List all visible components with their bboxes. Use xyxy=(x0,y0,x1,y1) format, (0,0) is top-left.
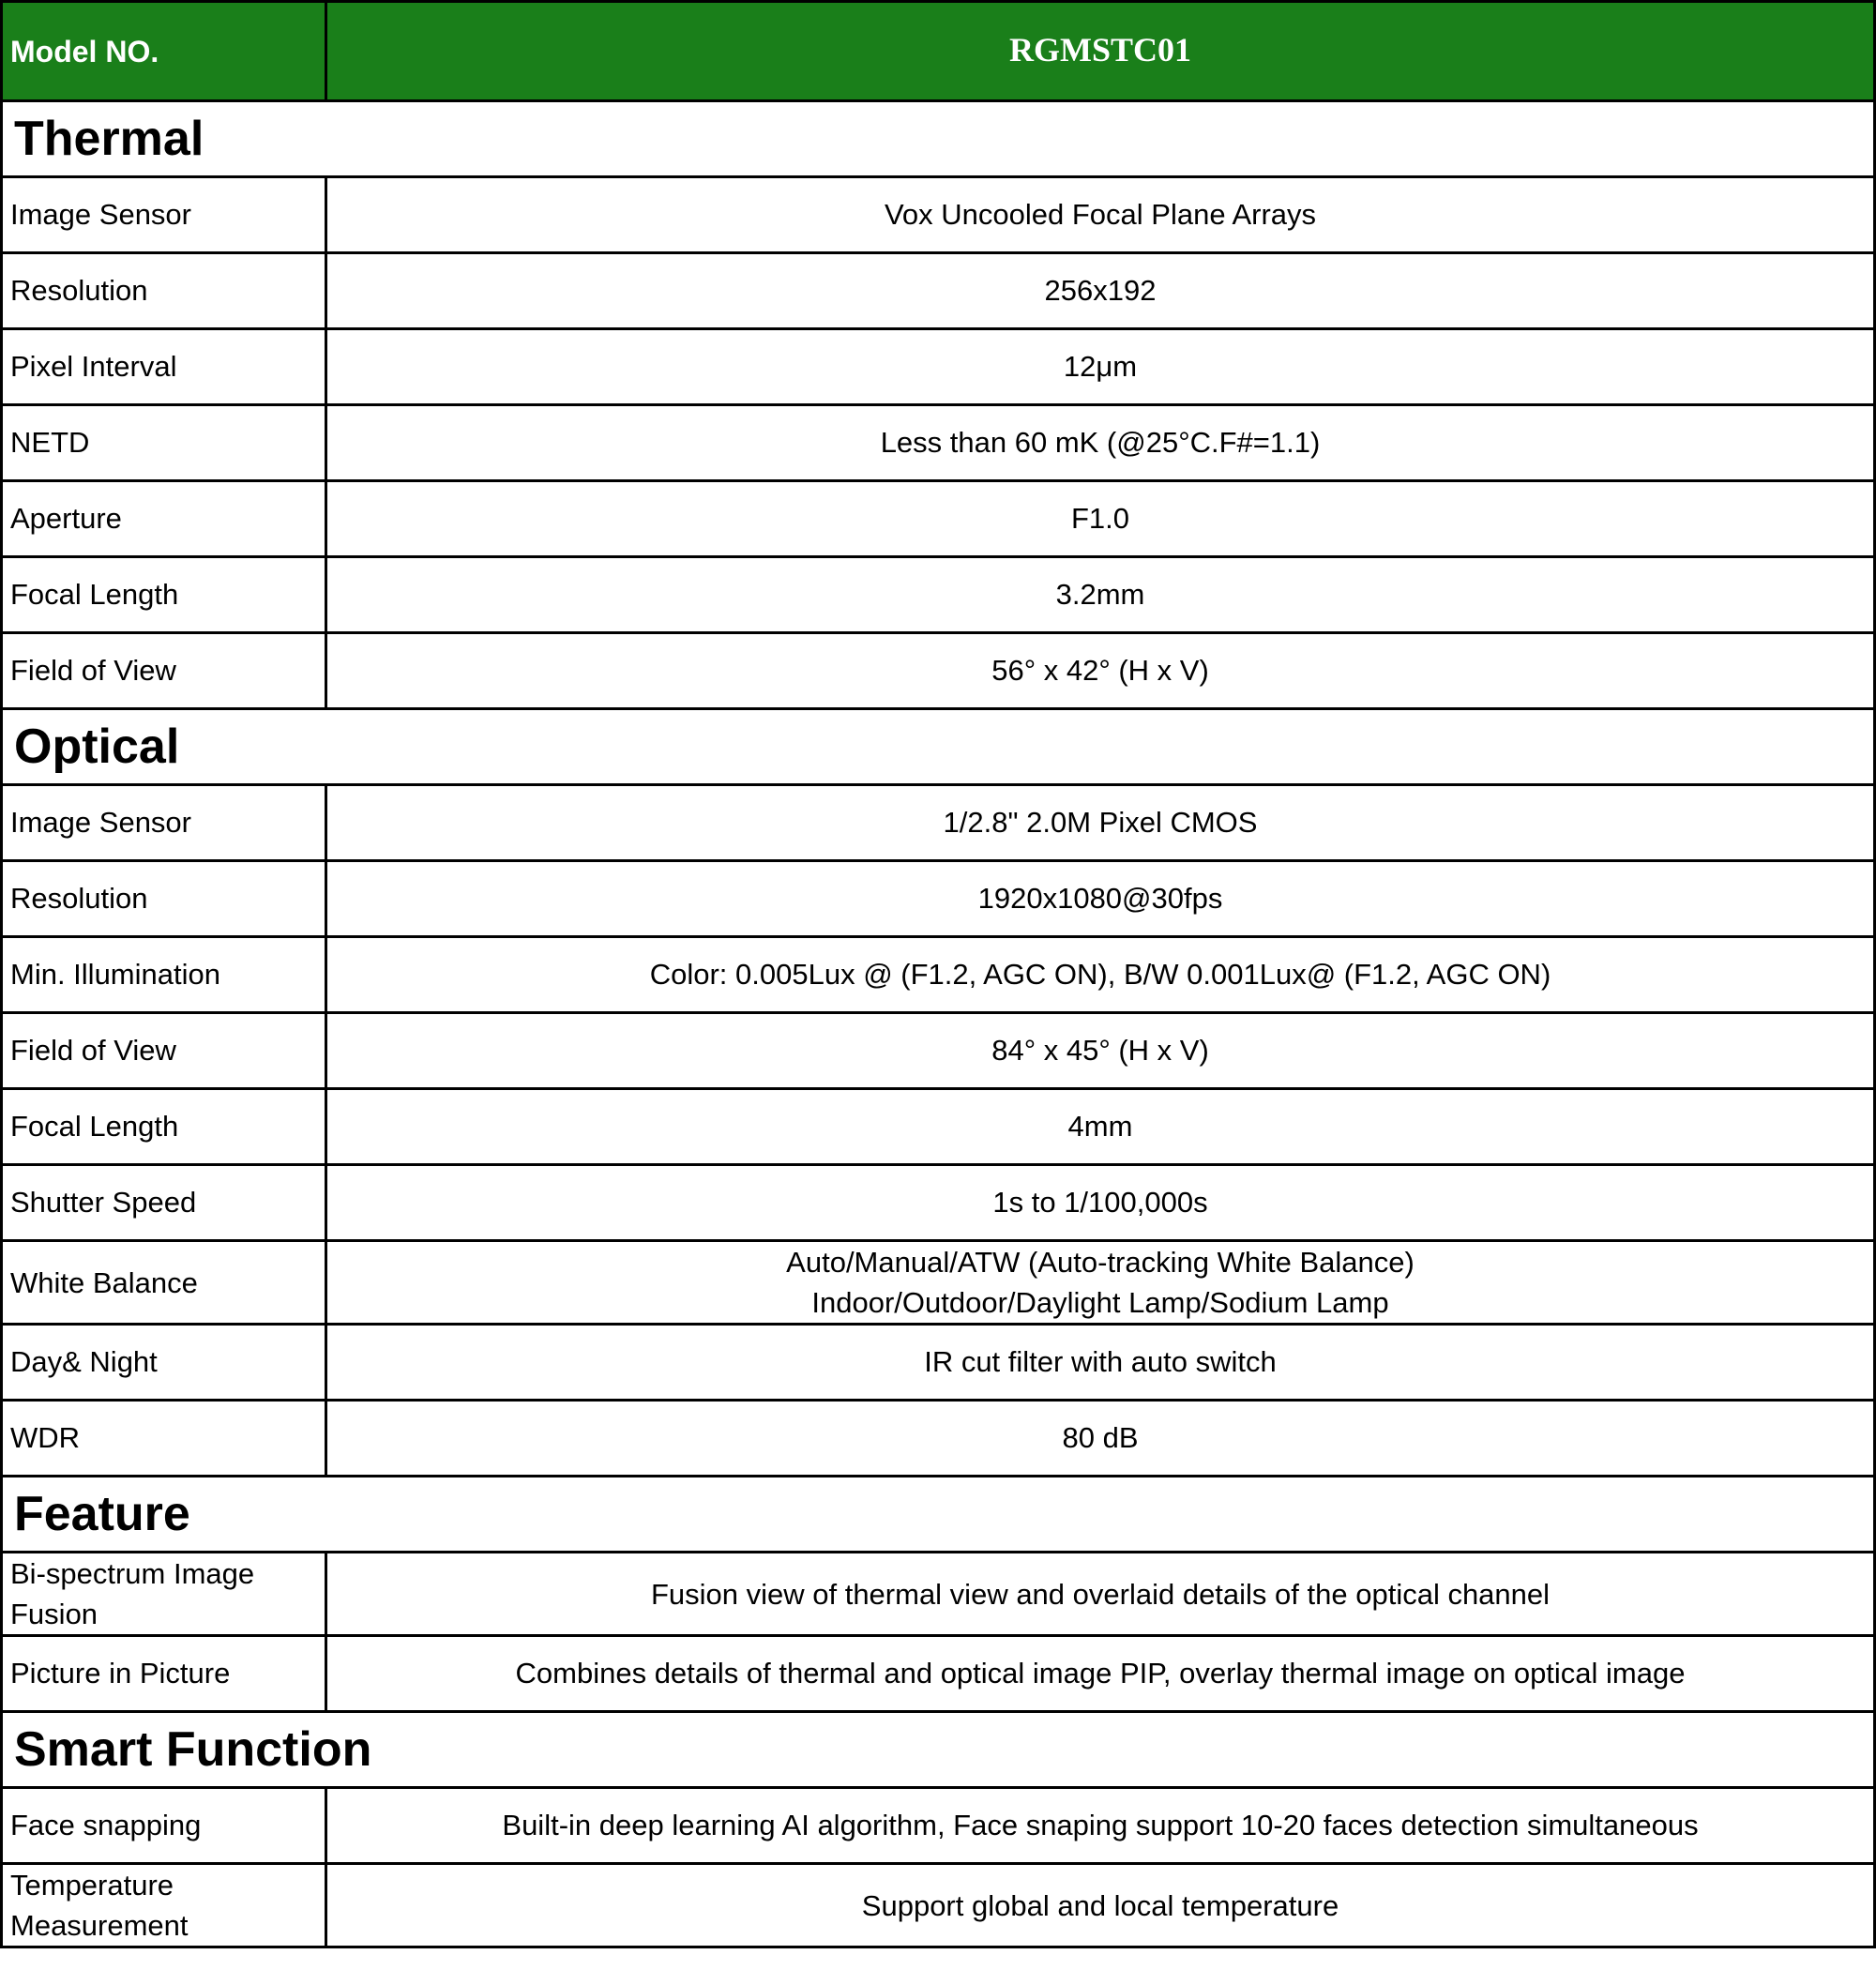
section-title-thermal: Thermal xyxy=(2,101,1875,177)
table-row xyxy=(2,1325,1875,1401)
spec-value: Less than 60 mK (@25°C.F#=1.1) xyxy=(326,405,1875,481)
table-row xyxy=(2,329,1875,405)
spec-value: 80 dB xyxy=(326,1401,1875,1477)
spec-label xyxy=(2,1864,326,1947)
spec-label: Face snapping xyxy=(2,1788,326,1864)
spec-value: Color: 0.005Lux @ (F1.2, AGC ON), B/W 0.001Lux@ (F1.2, AGC ON) xyxy=(326,937,1875,1013)
spec-value: Combines details of thermal and optical image PIP, overlay thermal image on optical image xyxy=(326,1636,1875,1712)
spec-label: Focal Length xyxy=(2,557,326,633)
spec-value: 1s to 1/100,000s xyxy=(326,1165,1875,1241)
spec-label: Picture in Picture xyxy=(2,1636,326,1712)
table-row xyxy=(2,1864,1875,1947)
spec-value: 1/2.8" 2.0M Pixel CMOS xyxy=(326,785,1875,861)
spec-label: Aperture xyxy=(2,481,326,557)
table-row xyxy=(2,1241,1875,1325)
spec-label: Day& Night xyxy=(2,1325,326,1401)
table-row xyxy=(2,405,1875,481)
spec-value: Support global and local temperature xyxy=(326,1864,1875,1947)
table-row xyxy=(2,1636,1875,1712)
table-row xyxy=(2,1013,1875,1089)
spec-label: Min. Illumination xyxy=(2,937,326,1013)
spec-label: Image Sensor xyxy=(2,785,326,861)
spec-value: Vox Uncooled Focal Plane Arrays xyxy=(326,177,1875,253)
spec-label: Focal Length xyxy=(2,1089,326,1165)
spec-label-line: Fusion xyxy=(10,1598,98,1630)
table-row xyxy=(2,481,1875,557)
spec-label: Resolution xyxy=(2,253,326,329)
table-row xyxy=(2,1788,1875,1864)
table-row xyxy=(2,253,1875,329)
section-smart-function xyxy=(2,1712,1875,1788)
section-title-feature: Feature xyxy=(2,1477,1875,1553)
table-row xyxy=(2,1401,1875,1477)
spec-label: Field of View xyxy=(2,633,326,709)
model-value: RGMSTC01 xyxy=(326,2,1875,101)
spec-value xyxy=(326,1241,1875,1325)
spec-value-line: Auto/Manual/ATW (Auto-tracking White Balance) xyxy=(786,1246,1415,1279)
spec-value-line: Indoor/Outdoor/Daylight Lamp/Sodium Lamp xyxy=(811,1286,1389,1319)
spec-value: IR cut filter with auto switch xyxy=(326,1325,1875,1401)
table-row xyxy=(2,557,1875,633)
spec-value: F1.0 xyxy=(326,481,1875,557)
table-row xyxy=(2,633,1875,709)
section-optical xyxy=(2,709,1875,785)
table-row xyxy=(2,1089,1875,1165)
spec-label: Image Sensor xyxy=(2,177,326,253)
section-thermal xyxy=(2,101,1875,177)
table-row xyxy=(2,785,1875,861)
spec-label-line: Temperature xyxy=(10,1869,174,1902)
spec-value: Fusion view of thermal view and overlaid details of the optical channel xyxy=(326,1553,1875,1636)
spec-label: Pixel Interval xyxy=(2,329,326,405)
table-row xyxy=(2,177,1875,253)
table-row xyxy=(2,861,1875,937)
spec-label-line: Measurement xyxy=(10,1909,189,1942)
table-row xyxy=(2,937,1875,1013)
spec-label: WDR xyxy=(2,1401,326,1477)
table-row xyxy=(2,1553,1875,1636)
model-label: Model NO. xyxy=(2,2,326,101)
section-title-smart-function: Smart Function xyxy=(2,1712,1875,1788)
spec-label-line: Bi-spectrum Image xyxy=(10,1557,255,1590)
spec-label xyxy=(2,1553,326,1636)
spec-value: 1920x1080@30fps xyxy=(326,861,1875,937)
spec-label: NETD xyxy=(2,405,326,481)
spec-label: Shutter Speed xyxy=(2,1165,326,1241)
spec-label: White Balance xyxy=(2,1241,326,1325)
spec-label: Resolution xyxy=(2,861,326,937)
spec-value: 256x192 xyxy=(326,253,1875,329)
model-header-row xyxy=(2,2,1875,101)
spec-label: Field of View xyxy=(2,1013,326,1089)
spec-value: 12μm xyxy=(326,329,1875,405)
spec-value: Built-in deep learning AI algorithm, Face snaping support 10-20 faces detection simultaneous xyxy=(326,1788,1875,1864)
section-feature xyxy=(2,1477,1875,1553)
spec-value: 56° x 42° (H x V) xyxy=(326,633,1875,709)
spec-value: 84° x 45° (H x V) xyxy=(326,1013,1875,1089)
table-row xyxy=(2,1165,1875,1241)
section-title-optical: Optical xyxy=(2,709,1875,785)
spec-value: 4mm xyxy=(326,1089,1875,1165)
spec-value: 3.2mm xyxy=(326,557,1875,633)
